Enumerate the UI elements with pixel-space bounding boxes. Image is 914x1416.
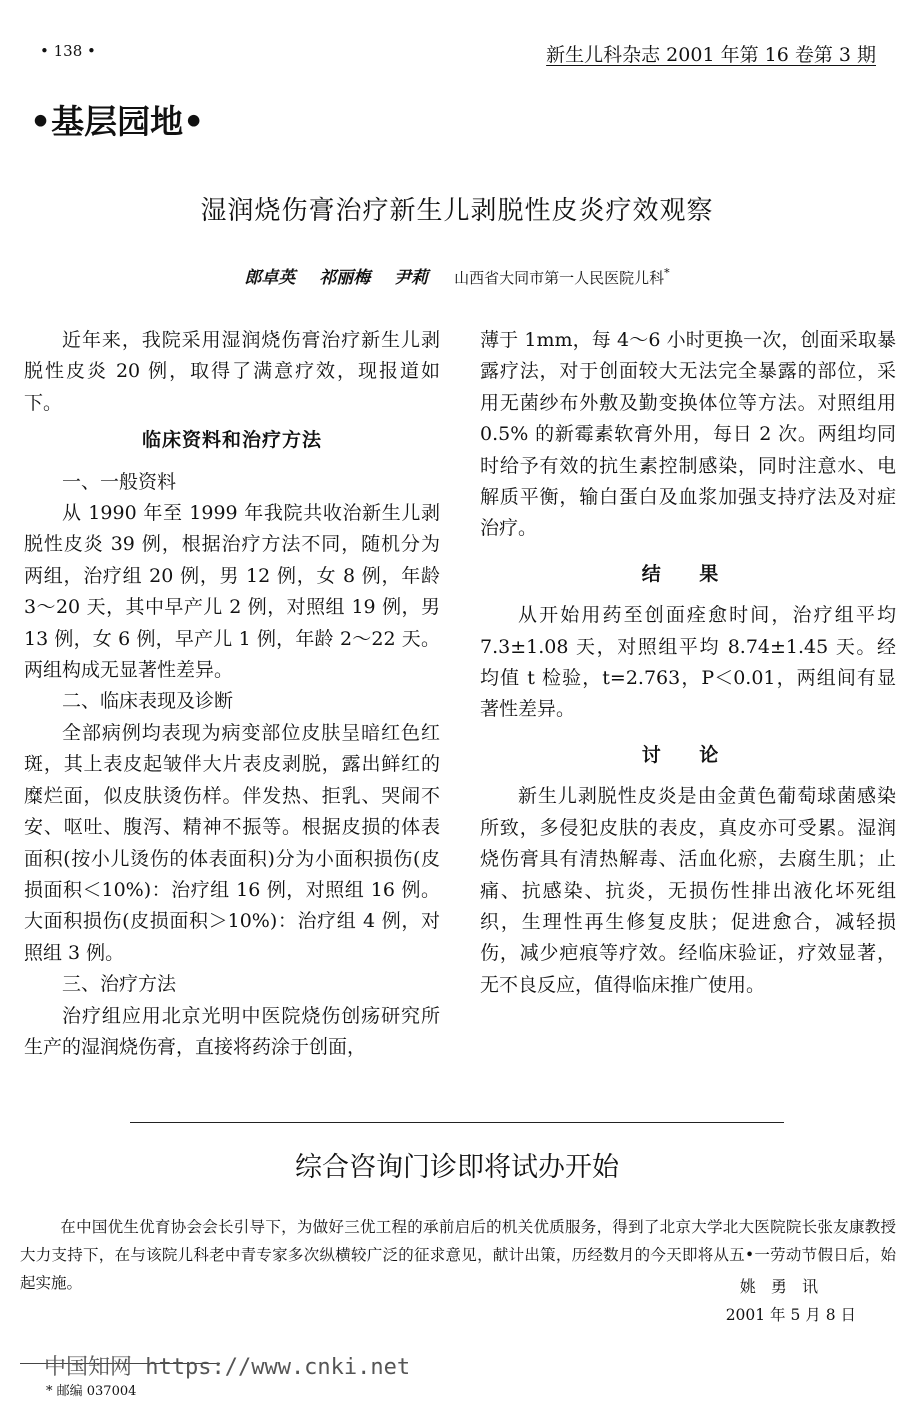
cnki-watermark: 中国知网 https://www.cnki.net — [44, 1355, 411, 1380]
notice-date: 2001 年 5 月 8 日 — [725, 1306, 856, 1324]
author-line — [0, 263, 914, 288]
affiliation-mark: * — [664, 266, 670, 280]
section-tag: •基层园地• — [30, 102, 205, 141]
notice-paragraph: 在中国优生优育协会会长引导下，为做好三优工程的承前启后的机关优质服务，得到了北京大学北大医院院长张友康教授大力支持下，在与该院儿科老中青专家多次纵横较广泛的征求意见，献计出策，历经数月的今天即将从五•一劳动节假日后，始起实施。 — [20, 1218, 896, 1292]
section-divider — [130, 1122, 784, 1123]
postal-code-footnote: * 邮编 037004 — [46, 1384, 137, 1399]
treatment-paragraph-continued: 薄于 1mm，每 4～6 小时更换一次，创面采取暴露疗法，对于创面较大无法完全暴露的部位，采用无菌纱布外敷及勤变换体位等方法。对照组用 0.5% 的新霉素软膏外用，每日 2 次。两组均同时给予有效的抗生素控制感染，同时注意水、电解质平衡，输白蛋白及血浆加强支持疗法及对症治疗。 — [480, 329, 896, 540]
diagnosis-paragraph: 全部病例均表现为病变部位皮肤呈暗红色红斑，其上表皮起皱伴大片表皮剥脱，露出鲜红的糜烂面，似皮肤烫伤样。伴发热、拒乳、哭闹不安、呕吐、腹泻、精神不振等。根据皮损的体表面积(按小儿烫伤的体表面积)分为小面积损伤(皮损面积＜10%)：治疗组 16 例，对照组 16 例。大面积损伤(皮损面积＞10%)：治疗组 4 例，对照组 3 例。 — [24, 721, 440, 964]
article-title: 湿润烧伤膏治疗新生儿剥脱性皮炎疗效观察 — [200, 196, 714, 226]
discussion-heading: 讨 论 — [641, 743, 735, 766]
notice-signature: 姚 勇 讯 — [739, 1277, 818, 1296]
general-paragraph: 从 1990 年至 1999 年我院共收治新生儿剥脱性皮炎 39 例，根据治疗方法不同，随机分为两组，治疗组 20 例，男 12 例，女 8 例，年龄 3～20 天，其中早产儿 2 例，对照组 19 例，男 13 例，女 6 例，早产儿 1 例，年龄 2～22 天。两组构成无显著性差异。 — [24, 502, 440, 682]
methods-heading: 临床资料和治疗方法 — [141, 429, 322, 452]
notice-title: 综合咨询门诊即将试办开始 — [295, 1152, 619, 1183]
left-column — [24, 325, 440, 1063]
intro-paragraph: 近年来，我院采用湿润烧伤膏治疗新生儿剥脱性皮炎 20 例，取得了满意疗效，现报道如下。 — [24, 329, 440, 414]
right-column — [480, 325, 896, 1001]
subheading-general: 一、一般资料 — [62, 470, 177, 493]
journal-header: 新生儿科杂志 2001 年第 16 卷第 3 期 — [546, 44, 876, 66]
affiliation: 山西省大同市第一人民医院儿科 — [454, 269, 665, 287]
subheading-treatment: 三、治疗方法 — [62, 973, 177, 996]
results-heading: 结 果 — [641, 562, 735, 585]
discussion-paragraph: 新生儿剥脱性皮炎是由金黄色葡萄球菌感染所致，多侵犯皮肤的表皮，真皮亦可受累。湿润烧伤膏具有清热解毒、活血化瘀，去腐生肌；止痛、抗感染、抗炎，无损伤性排出液化坏死组织，生理性再生修复皮肤；促进愈合，减轻损伤，减少疤痕等疗效。经临床验证，疗效显著，无不良反应，值得临床推广使用。 — [480, 785, 896, 996]
author-names: 郎卓英 祁丽梅 尹莉 — [244, 268, 429, 288]
subheading-diagnosis: 二、临床表现及诊断 — [62, 690, 234, 713]
results-paragraph: 从开始用药至创面痊愈时间，治疗组平均 7.3±1.08 天，对照组平均 8.74±1.45 天。经均值 t 检验，t=2.763，P＜0.01，两组间有显著性差异。 — [480, 604, 896, 721]
treatment-paragraph: 治疗组应用北京光明中医院烧伤创疡研究所生产的湿润烧伤膏，直接将药涂于创面， — [24, 1004, 440, 1058]
page-number: • 138 • — [40, 42, 96, 60]
